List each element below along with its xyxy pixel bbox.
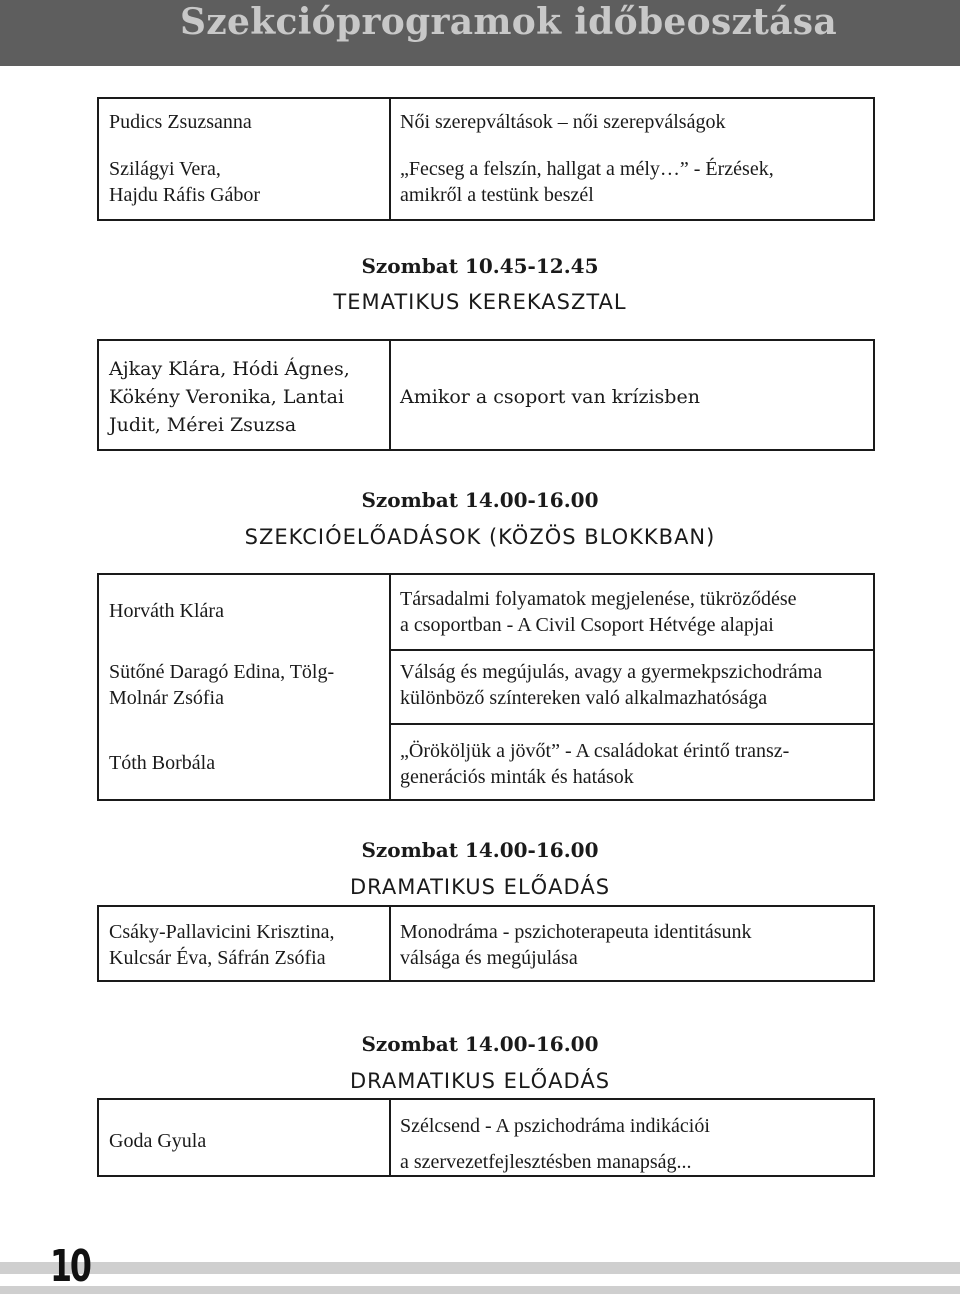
section-title: SZEKCIÓELŐADÁSOK (KÖZÖS BLOKKBAN) [244,525,716,549]
schedule-table-1 [97,97,875,221]
session-time: Szombat 10.45-12.45 [361,254,599,278]
presenter-name: Tóth Borbála [109,752,216,774]
section-title: DRAMATIKUS ELŐADÁS [349,1069,611,1093]
footer-bar [0,1262,960,1274]
page-title: Szekcióprogramok időbeosztása [180,1,837,43]
page-number: 10 [50,1241,90,1292]
schedule-table-4 [97,905,875,982]
talk-title: Női szerepváltások – női szerepválságok [400,111,726,133]
presenter-name: Ajkay Klára, Hódi Ágnes, Kökény Veronika, Lantai Judit, Mérei Zsuzsa [109,358,350,436]
schedule-table-2 [97,339,875,451]
talk-title: Társadalmi folyamatok megjelenése, tükröződése a csoportban - A Civil Csoport Hétvége alapjai [400,588,797,636]
presenter-name: Horváth Klára [109,600,224,622]
talk-title: Monodráma - pszichoterapeuta identitásunk válsága és megújulása [400,921,752,969]
presenter-name: Goda Gyula [109,1130,207,1152]
presenter-name: Szilágyi Vera, Hajdu Ráfis Gábor [109,158,261,206]
talk-title: Válság és megújulás, avagy a gyermekpszichodráma különböző színtereken való alkalmazhatósága [400,661,823,709]
section-title: TEMATIKUS KEREKASZTAL [333,290,627,314]
session-time: Szombat 14.00-16.00 [361,838,599,862]
schedule-table-5 [97,1098,875,1177]
presenter-name: Csáky-Pallavicini Krisztina, Kulcsár Éva, Sáfrán Zsófia [109,921,335,969]
row-divider [391,723,873,725]
talk-title: „Örököljük a jövőt” - A családokat érintő transz- generációs minták és hatások [400,740,790,788]
presenter-name: Sütőné Daragó Edina, Tölg- Molnár Zsófia [109,661,335,709]
talk-title: Szélcsend - A pszichodráma indikációi a szervezetfejlesztésben manapság... [400,1115,710,1173]
talk-title: Amikor a csoport van krízisben [400,386,700,408]
session-time: Szombat 14.00-16.00 [361,1032,599,1056]
session-time: Szombat 14.00-16.00 [361,488,599,512]
section-title: DRAMATIKUS ELŐADÁS [349,875,611,899]
row-divider [391,649,873,651]
schedule-table-3 [97,573,875,801]
page-header [0,0,960,66]
footer-bar [0,1286,960,1294]
talk-title: „Fecseg a felszín, hallgat a mély…” - Érzések, amikről a testünk beszél [400,158,774,206]
presenter-name: Pudics Zsuzsanna [109,111,252,133]
